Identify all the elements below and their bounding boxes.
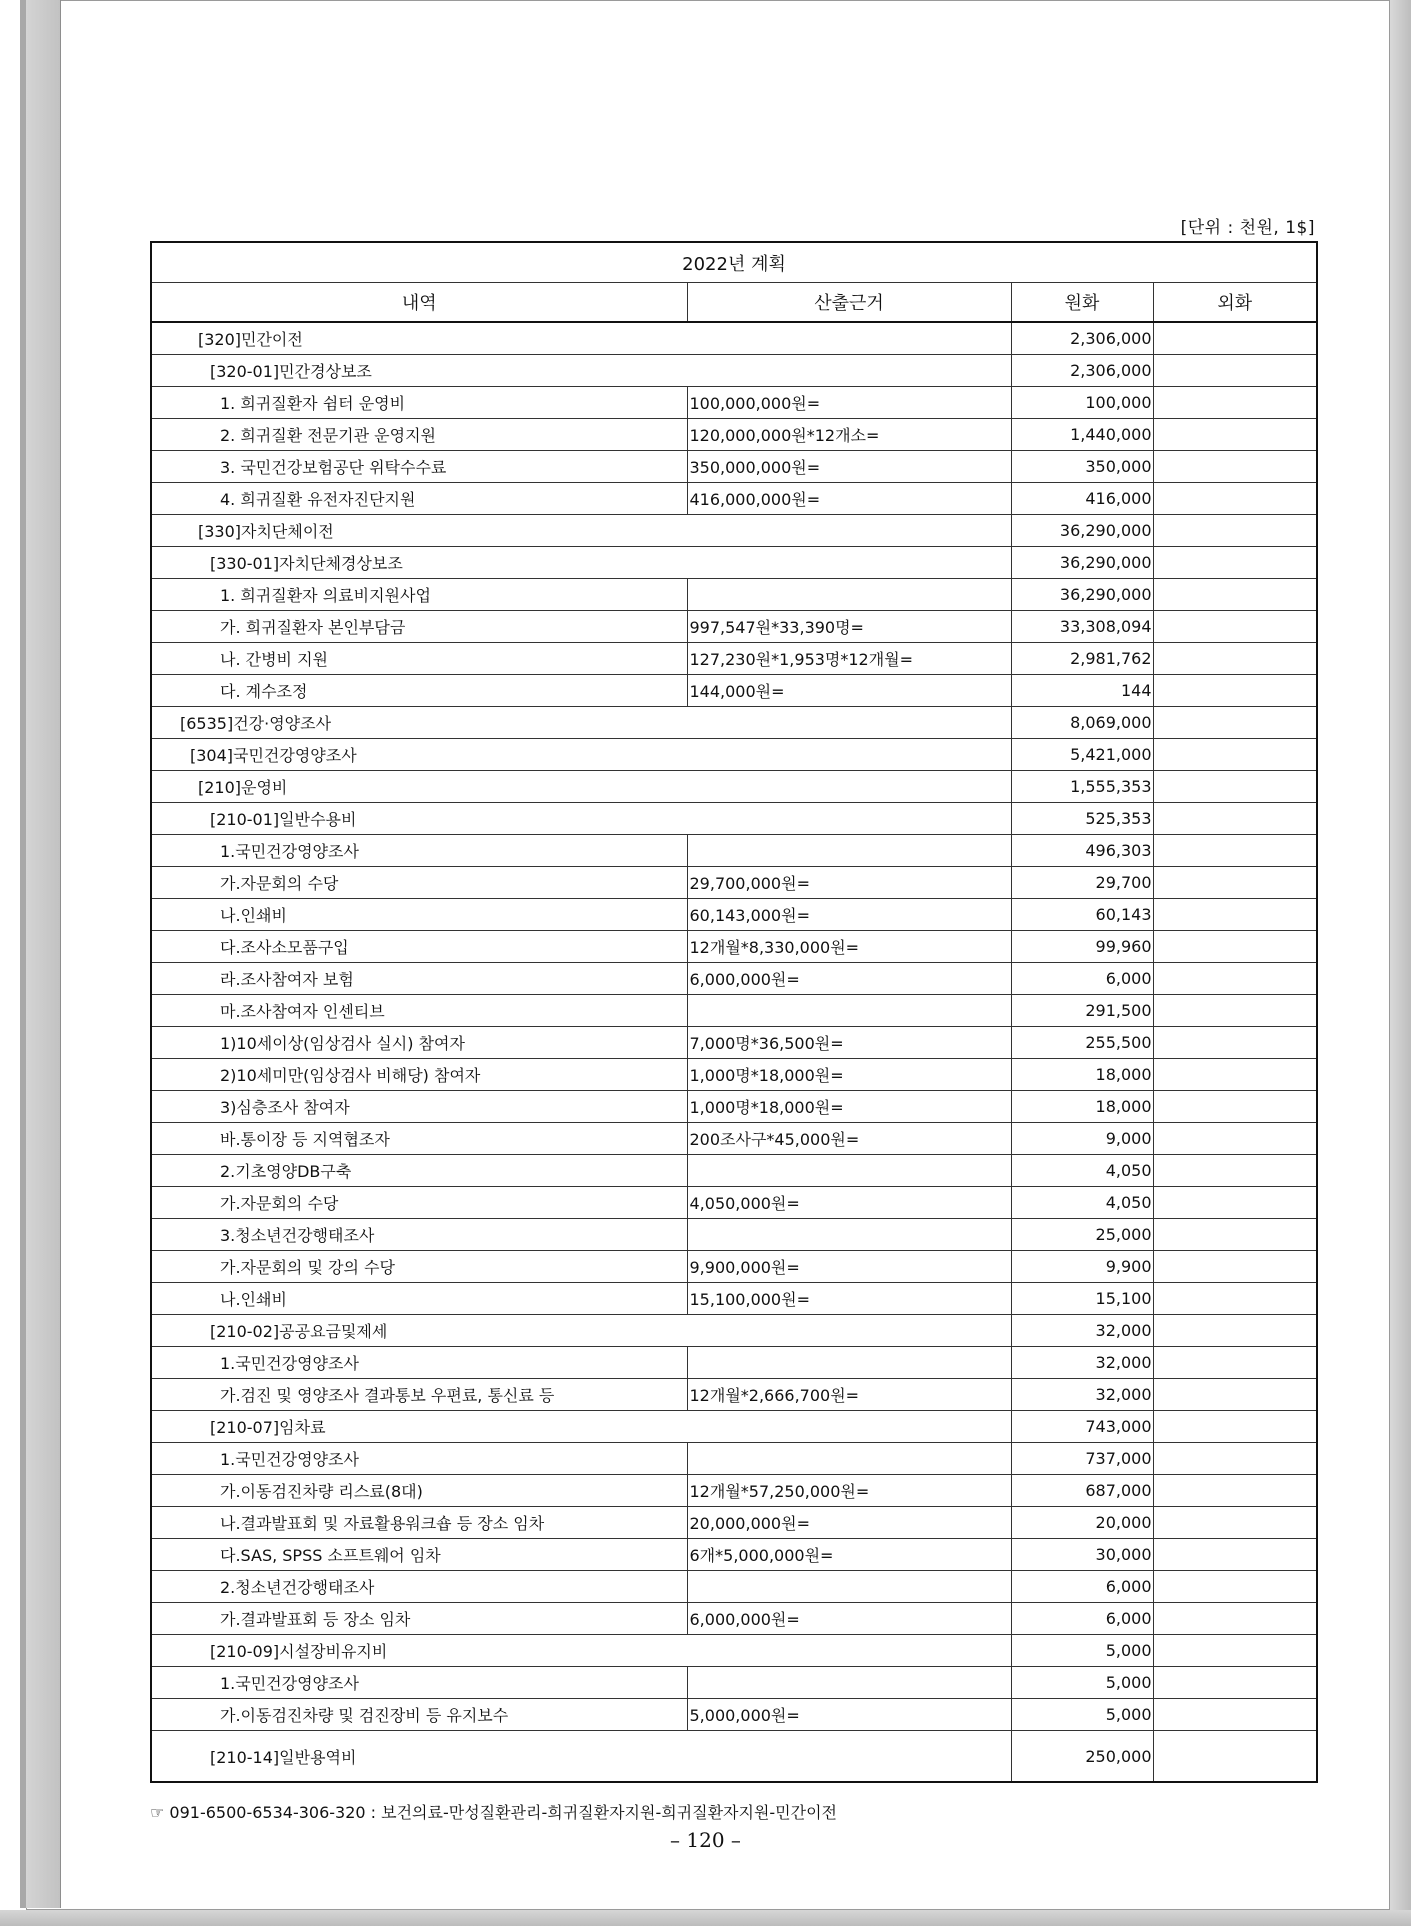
row-won: 743,000 (1011, 1411, 1153, 1443)
row-item: 라.조사참여자 보험 (151, 963, 687, 995)
row-foreign (1153, 899, 1317, 931)
row-foreign (1153, 1603, 1317, 1635)
row-foreign (1153, 771, 1317, 803)
row-item: 나.결과발표회 및 자료활용워크숍 등 장소 임차 (151, 1507, 687, 1539)
row-won: 18,000 (1011, 1059, 1153, 1091)
table-row (151, 803, 1317, 835)
row-item: 다. 계수조정 (151, 675, 687, 707)
budget-table (150, 241, 1318, 1783)
row-basis: 20,000,000원= (687, 1507, 1011, 1539)
row-foreign (1153, 1219, 1317, 1251)
row-item: [320]민간이전 (151, 322, 1011, 355)
row-won: 2,306,000 (1011, 355, 1153, 387)
row-item: [330-01]자치단체경상보조 (151, 547, 1011, 579)
row-won: 100,000 (1011, 387, 1153, 419)
table-row (151, 1283, 1317, 1315)
row-foreign (1153, 1187, 1317, 1219)
table-row (151, 931, 1317, 963)
row-basis: 15,100,000원= (687, 1283, 1011, 1315)
row-item: [210-02]공공요금및제세 (151, 1315, 1011, 1347)
row-basis: 997,547원*33,390명= (687, 611, 1011, 643)
row-item: 다.조사소모품구입 (151, 931, 687, 963)
table-row (151, 963, 1317, 995)
row-basis: 12개월*2,666,700원= (687, 1379, 1011, 1411)
row-item: 바.통이장 등 지역협조자 (151, 1123, 687, 1155)
row-foreign (1153, 867, 1317, 899)
table-row (151, 835, 1317, 867)
table-row (151, 1635, 1317, 1667)
row-item: [210-14]일반용역비 (151, 1731, 1011, 1783)
row-item: 3. 국민건강보험공단 위탁수수료 (151, 451, 687, 483)
row-foreign (1153, 1059, 1317, 1091)
table-row (151, 995, 1317, 1027)
row-foreign (1153, 1283, 1317, 1315)
row-basis (687, 1571, 1011, 1603)
row-foreign (1153, 355, 1317, 387)
table-row (151, 707, 1317, 739)
row-foreign (1153, 419, 1317, 451)
row-foreign (1153, 387, 1317, 419)
row-basis: 60,143,000원= (687, 899, 1011, 931)
row-basis (687, 835, 1011, 867)
row-item: 3.청소년건강행태조사 (151, 1219, 687, 1251)
row-foreign (1153, 1347, 1317, 1379)
column-header-basis: 산출근거 (687, 283, 1011, 323)
row-item: 가.이동검진차량 및 검진장비 등 유지보수 (151, 1699, 687, 1731)
table-row (151, 515, 1317, 547)
row-won: 525,353 (1011, 803, 1153, 835)
row-item: 가.검진 및 영양조사 결과통보 우편료, 통신료 등 (151, 1379, 687, 1411)
table-row (151, 1187, 1317, 1219)
table-row (151, 643, 1317, 675)
row-item: 4. 희귀질환 유전자진단지원 (151, 483, 687, 515)
row-foreign (1153, 963, 1317, 995)
row-foreign (1153, 1123, 1317, 1155)
table-row (151, 1219, 1317, 1251)
row-item: 2. 희귀질환 전문기관 운영지원 (151, 419, 687, 451)
row-basis: 144,000원= (687, 675, 1011, 707)
row-item: [210-01]일반수용비 (151, 803, 1011, 835)
table-row (151, 1475, 1317, 1507)
row-won: 9,900 (1011, 1251, 1153, 1283)
row-foreign (1153, 322, 1317, 355)
table-row (151, 1027, 1317, 1059)
table-row (151, 1059, 1317, 1091)
row-foreign (1153, 803, 1317, 835)
table-row (151, 1603, 1317, 1635)
row-won: 5,421,000 (1011, 739, 1153, 771)
row-won: 2,981,762 (1011, 643, 1153, 675)
row-foreign (1153, 579, 1317, 611)
row-won: 6,000 (1011, 963, 1153, 995)
row-item: [210-07]임차료 (151, 1411, 1011, 1443)
row-won: 350,000 (1011, 451, 1153, 483)
row-won: 9,000 (1011, 1123, 1153, 1155)
row-foreign (1153, 931, 1317, 963)
table-row (151, 867, 1317, 899)
row-item: 가.이동검진차량 리스료(8대) (151, 1475, 687, 1507)
table-row (151, 322, 1317, 355)
row-basis: 200조사구*45,000원= (687, 1123, 1011, 1155)
row-item: 나.인쇄비 (151, 899, 687, 931)
table-row (151, 739, 1317, 771)
row-foreign (1153, 1315, 1317, 1347)
row-won: 250,000 (1011, 1731, 1153, 1783)
table-row (151, 1347, 1317, 1379)
row-won: 255,500 (1011, 1027, 1153, 1059)
row-won: 687,000 (1011, 1475, 1153, 1507)
row-item: 가.결과발표회 등 장소 임차 (151, 1603, 687, 1635)
row-won: 5,000 (1011, 1635, 1153, 1667)
row-basis (687, 995, 1011, 1027)
column-header-won: 원화 (1011, 283, 1153, 323)
table-row (151, 355, 1317, 387)
table-row (151, 1699, 1317, 1731)
row-basis: 416,000,000원= (687, 483, 1011, 515)
row-won: 60,143 (1011, 899, 1153, 931)
page-number: – 120 – (670, 1828, 741, 1852)
row-won: 32,000 (1011, 1379, 1153, 1411)
row-basis: 350,000,000원= (687, 451, 1011, 483)
table-row (151, 1507, 1317, 1539)
row-foreign (1153, 1731, 1317, 1783)
table-row (151, 1155, 1317, 1187)
row-foreign (1153, 1379, 1317, 1411)
row-item: 다.SAS, SPSS 소프트웨어 임차 (151, 1539, 687, 1571)
row-item: [330]자치단체이전 (151, 515, 1011, 547)
row-basis: 29,700,000원= (687, 867, 1011, 899)
table-row (151, 579, 1317, 611)
row-foreign (1153, 1571, 1317, 1603)
row-basis (687, 1667, 1011, 1699)
row-item: 마.조사참여자 인센티브 (151, 995, 687, 1027)
row-won: 8,069,000 (1011, 707, 1153, 739)
row-item: 2.청소년건강행태조사 (151, 1571, 687, 1603)
row-won: 36,290,000 (1011, 547, 1153, 579)
row-foreign (1153, 1411, 1317, 1443)
row-basis: 127,230원*1,953명*12개월= (687, 643, 1011, 675)
row-item: [320-01]민간경상보조 (151, 355, 1011, 387)
row-won: 496,303 (1011, 835, 1153, 867)
row-item: 1)10세이상(임상검사 실시) 참여자 (151, 1027, 687, 1059)
row-item: 2.기초영양DB구축 (151, 1155, 687, 1187)
row-item: 가.자문회의 수당 (151, 1187, 687, 1219)
row-won: 5,000 (1011, 1699, 1153, 1731)
table-row (151, 1379, 1317, 1411)
row-won: 6,000 (1011, 1603, 1153, 1635)
row-foreign (1153, 1027, 1317, 1059)
row-foreign (1153, 1475, 1317, 1507)
row-item: 1.국민건강영양조사 (151, 1347, 687, 1379)
row-basis: 6,000,000원= (687, 963, 1011, 995)
row-won: 2,306,000 (1011, 322, 1153, 355)
page-shadow-bottom (0, 1910, 1411, 1926)
row-basis: 1,000명*18,000원= (687, 1091, 1011, 1123)
row-item: 1.국민건강영양조사 (151, 1443, 687, 1475)
row-basis (687, 1155, 1011, 1187)
row-won: 291,500 (1011, 995, 1153, 1027)
row-won: 36,290,000 (1011, 579, 1153, 611)
row-item: 1.국민건강영양조사 (151, 835, 687, 867)
row-won: 144 (1011, 675, 1153, 707)
row-item: 3)심층조사 참여자 (151, 1091, 687, 1123)
table-row (151, 387, 1317, 419)
row-foreign (1153, 515, 1317, 547)
table-row (151, 771, 1317, 803)
table-row (151, 1411, 1317, 1443)
row-basis: 120,000,000원*12개소= (687, 419, 1011, 451)
row-won: 6,000 (1011, 1571, 1153, 1603)
row-item: [210-09]시설장비유지비 (151, 1635, 1011, 1667)
row-item: 가.자문회의 수당 (151, 867, 687, 899)
row-won: 4,050 (1011, 1187, 1153, 1219)
row-foreign (1153, 1155, 1317, 1187)
row-basis: 4,050,000원= (687, 1187, 1011, 1219)
row-foreign (1153, 707, 1317, 739)
row-basis: 5,000,000원= (687, 1699, 1011, 1731)
table-row (151, 1091, 1317, 1123)
footnote: ☞ 091-6500-6534-306-320 : 보건의료-만성질환관리-희귀질환자지원-희귀질환자지원-민간이전 (150, 1803, 838, 1822)
row-foreign (1153, 995, 1317, 1027)
row-item: 가. 희귀질환자 본인부담금 (151, 611, 687, 643)
table-row (151, 1123, 1317, 1155)
table-row (151, 1315, 1317, 1347)
row-foreign (1153, 483, 1317, 515)
row-foreign (1153, 547, 1317, 579)
row-item: [304]국민건강영양조사 (151, 739, 1011, 771)
row-basis: 1,000명*18,000원= (687, 1059, 1011, 1091)
row-won: 29,700 (1011, 867, 1153, 899)
row-foreign (1153, 1091, 1317, 1123)
row-item: 1. 희귀질환자 쉼터 운영비 (151, 387, 687, 419)
row-foreign (1153, 739, 1317, 771)
row-won: 33,308,094 (1011, 611, 1153, 643)
row-won: 32,000 (1011, 1315, 1153, 1347)
row-item: [6535]건강·영양조사 (151, 707, 1011, 739)
row-basis: 6,000,000원= (687, 1603, 1011, 1635)
row-item: 2)10세미만(임상검사 비해당) 참여자 (151, 1059, 687, 1091)
row-won: 1,440,000 (1011, 419, 1153, 451)
row-item: 1. 희귀질환자 의료비지원사업 (151, 579, 687, 611)
unit-label: [단위 : 천원, 1$] (1180, 218, 1315, 238)
table-row (151, 1251, 1317, 1283)
row-item: 나.인쇄비 (151, 1283, 687, 1315)
row-basis (687, 1443, 1011, 1475)
table-row (151, 1571, 1317, 1603)
table-row (151, 1443, 1317, 1475)
page-spine (26, 0, 61, 1908)
row-foreign (1153, 1251, 1317, 1283)
table-row (151, 1731, 1317, 1783)
row-won: 1,555,353 (1011, 771, 1153, 803)
row-won: 30,000 (1011, 1539, 1153, 1571)
row-foreign (1153, 835, 1317, 867)
row-won: 20,000 (1011, 1507, 1153, 1539)
table-row (151, 483, 1317, 515)
table-row (151, 611, 1317, 643)
row-won: 4,050 (1011, 1155, 1153, 1187)
row-item: 나. 간병비 지원 (151, 643, 687, 675)
row-won: 416,000 (1011, 483, 1153, 515)
row-basis: 12개월*8,330,000원= (687, 931, 1011, 963)
column-header-item: 내역 (151, 283, 687, 323)
row-basis: 6개*5,000,000원= (687, 1539, 1011, 1571)
row-won: 5,000 (1011, 1667, 1153, 1699)
row-won: 32,000 (1011, 1347, 1153, 1379)
row-basis (687, 1347, 1011, 1379)
row-foreign (1153, 643, 1317, 675)
row-won: 15,100 (1011, 1283, 1153, 1315)
table-row (151, 1539, 1317, 1571)
row-basis: 7,000명*36,500원= (687, 1027, 1011, 1059)
row-item: 1.국민건강영양조사 (151, 1667, 687, 1699)
row-basis (687, 1219, 1011, 1251)
column-header-foreign: 외화 (1153, 283, 1317, 323)
row-foreign (1153, 675, 1317, 707)
row-item: [210]운영비 (151, 771, 1011, 803)
row-basis: 12개월*57,250,000원= (687, 1475, 1011, 1507)
page-shadow-right (1390, 0, 1411, 1926)
row-foreign (1153, 1635, 1317, 1667)
table-row (151, 547, 1317, 579)
row-won: 737,000 (1011, 1443, 1153, 1475)
row-foreign (1153, 451, 1317, 483)
row-foreign (1153, 611, 1317, 643)
table-row (151, 419, 1317, 451)
row-basis: 9,900,000원= (687, 1251, 1011, 1283)
row-foreign (1153, 1667, 1317, 1699)
row-basis: 100,000,000원= (687, 387, 1011, 419)
row-item: 가.자문회의 및 강의 수당 (151, 1251, 687, 1283)
row-basis (687, 579, 1011, 611)
row-won: 36,290,000 (1011, 515, 1153, 547)
row-foreign (1153, 1507, 1317, 1539)
row-foreign (1153, 1443, 1317, 1475)
row-foreign (1153, 1539, 1317, 1571)
table-row (151, 899, 1317, 931)
row-won: 99,960 (1011, 931, 1153, 963)
row-won: 18,000 (1011, 1091, 1153, 1123)
table-row (151, 675, 1317, 707)
plan-title: 2022년 계획 (151, 242, 1317, 283)
row-won: 25,000 (1011, 1219, 1153, 1251)
table-row (151, 451, 1317, 483)
budget-rows (151, 322, 1317, 1782)
row-foreign (1153, 1699, 1317, 1731)
table-row (151, 1667, 1317, 1699)
